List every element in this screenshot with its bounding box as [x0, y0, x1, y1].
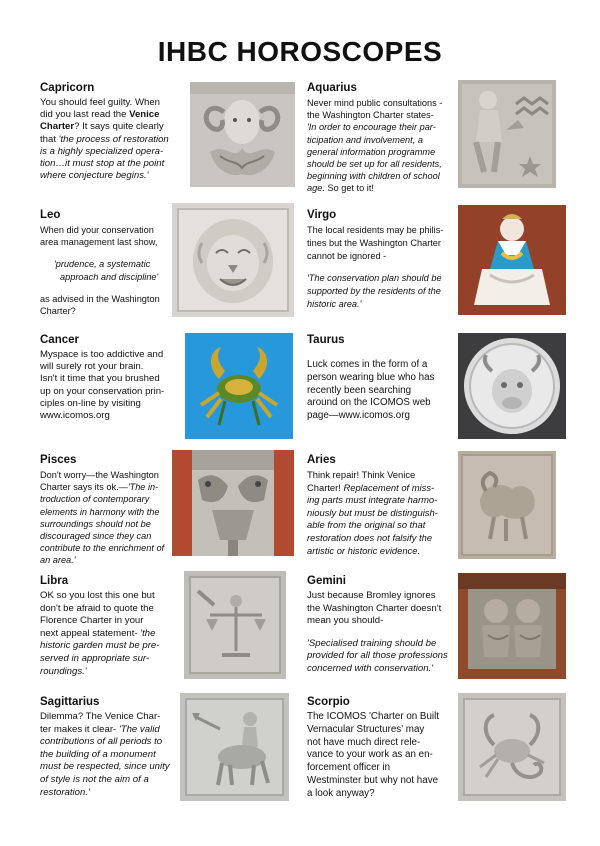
- horoscope-taurus: Taurus Luck comes in the form of a person wearing blue who has recently been searching around on the ICOMOS web page—www.icomos.org: [307, 334, 457, 423]
- sign-name: Taurus: [307, 334, 345, 346]
- horoscope-sagittarius: Sagittarius Dilemma? The Venice Char- ter makes it clear- 'The valid contributions of all periods to the building of a monument must be respected, since unity of style is not the aim of a restoration.': [40, 696, 180, 799]
- horoscope-pisces: Pisces Don't worry—the Washington Charter says its ok.—'The in- troduction of contemporary elements in harmony with the surroundings should not be discouraged since they can contribute to the enrichment of an area.': [40, 454, 175, 567]
- sign-name: Gemini: [307, 575, 346, 587]
- sign-name: Libra: [40, 575, 69, 587]
- pisces-fish-carving-image: [172, 450, 294, 556]
- libra-scales-relief-image: [184, 571, 286, 679]
- sign-name: Leo: [40, 209, 61, 221]
- scorpio-relief-image: [458, 693, 566, 801]
- horoscope-capricorn: Capricorn You should feel guilty. When did you last read the Venice Charter? It says quite clearly that 'the process of restoration is a highly specialized opera- tion…it must stop at the point where conjecture begins.': [40, 82, 190, 182]
- capricorn-ram-carving-image: [190, 82, 295, 187]
- horoscope-scorpio: Scorpio The ICOMOS 'Charter on Built Vernacular Structures' may not have much direct rele- vance to your work as an en- forcement officer in Westminster but why not have a look anyway?: [307, 696, 457, 801]
- horoscope-virgo: Virgo The local residents may be philis- tines but the Washington Charter cannot be ignored - 'The conservation plan should be supported by the residents of the historic area.': [307, 209, 457, 311]
- aries-ram-relief-image: [458, 451, 556, 559]
- sign-name: Aries: [307, 454, 336, 466]
- page-title: IHBC HOROSCOPES: [157, 36, 443, 67]
- horoscope-aquarius: Aquarius Never mind public consultations - the Washington Charter states- 'In order to encourage their par- ticipation and involvement, a general information programme should be set up for all residents, beginning with children of school age. So get to it!: [307, 82, 457, 195]
- sign-name: Cancer: [40, 334, 79, 346]
- leo-lion-relief-image: [172, 203, 294, 317]
- sign-name: Scorpio: [307, 696, 350, 708]
- horoscope-leo: Leo When did your conservation area management last show, 'prudence, a systematic approach and discipline' as advised in the Washington Charter?: [40, 209, 175, 317]
- taurus-bull-medallion-image: [458, 333, 566, 439]
- sagittarius-centaur-relief-image: [180, 693, 289, 801]
- aquarius-carving-image: [458, 80, 556, 188]
- sign-name: Aquarius: [307, 82, 357, 94]
- sign-name: Virgo: [307, 209, 337, 221]
- virgo-painted-statue-image: [458, 205, 566, 315]
- horoscope-gemini: Gemini Just because Bromley ignores the Washington Charter doesn't mean you should- 'Specialised training should be provided for all those professions concerned with conservation.': [307, 575, 457, 676]
- horoscope-libra: Libra OK so you lost this one but don't be afraid to quote the Florence Charter in your next appeal statement- 'the historic garden must be pre- served in appropriate sur- roundings.': [40, 575, 185, 678]
- horoscope-aries: Aries Think repair! Think Venice Charter! Replacement of miss- ing parts must integrate harmo- niously but must be distinguish- able from the original so that restoration does not falsify the artistic or historic evidence.: [307, 454, 457, 557]
- sign-name: Sagittarius: [40, 696, 100, 708]
- horoscope-cancer: Cancer Myspace is too addictive and will surely rot your brain. Isn't it time that you brushed up on your conservation prin- ciples on-line by visiting www.icomos.org: [40, 334, 180, 422]
- cancer-crab-mosaic-image: [185, 333, 293, 439]
- sign-name: Capricorn: [40, 82, 95, 94]
- gemini-twins-carving-image: [458, 573, 566, 679]
- sign-name: Pisces: [40, 454, 77, 466]
